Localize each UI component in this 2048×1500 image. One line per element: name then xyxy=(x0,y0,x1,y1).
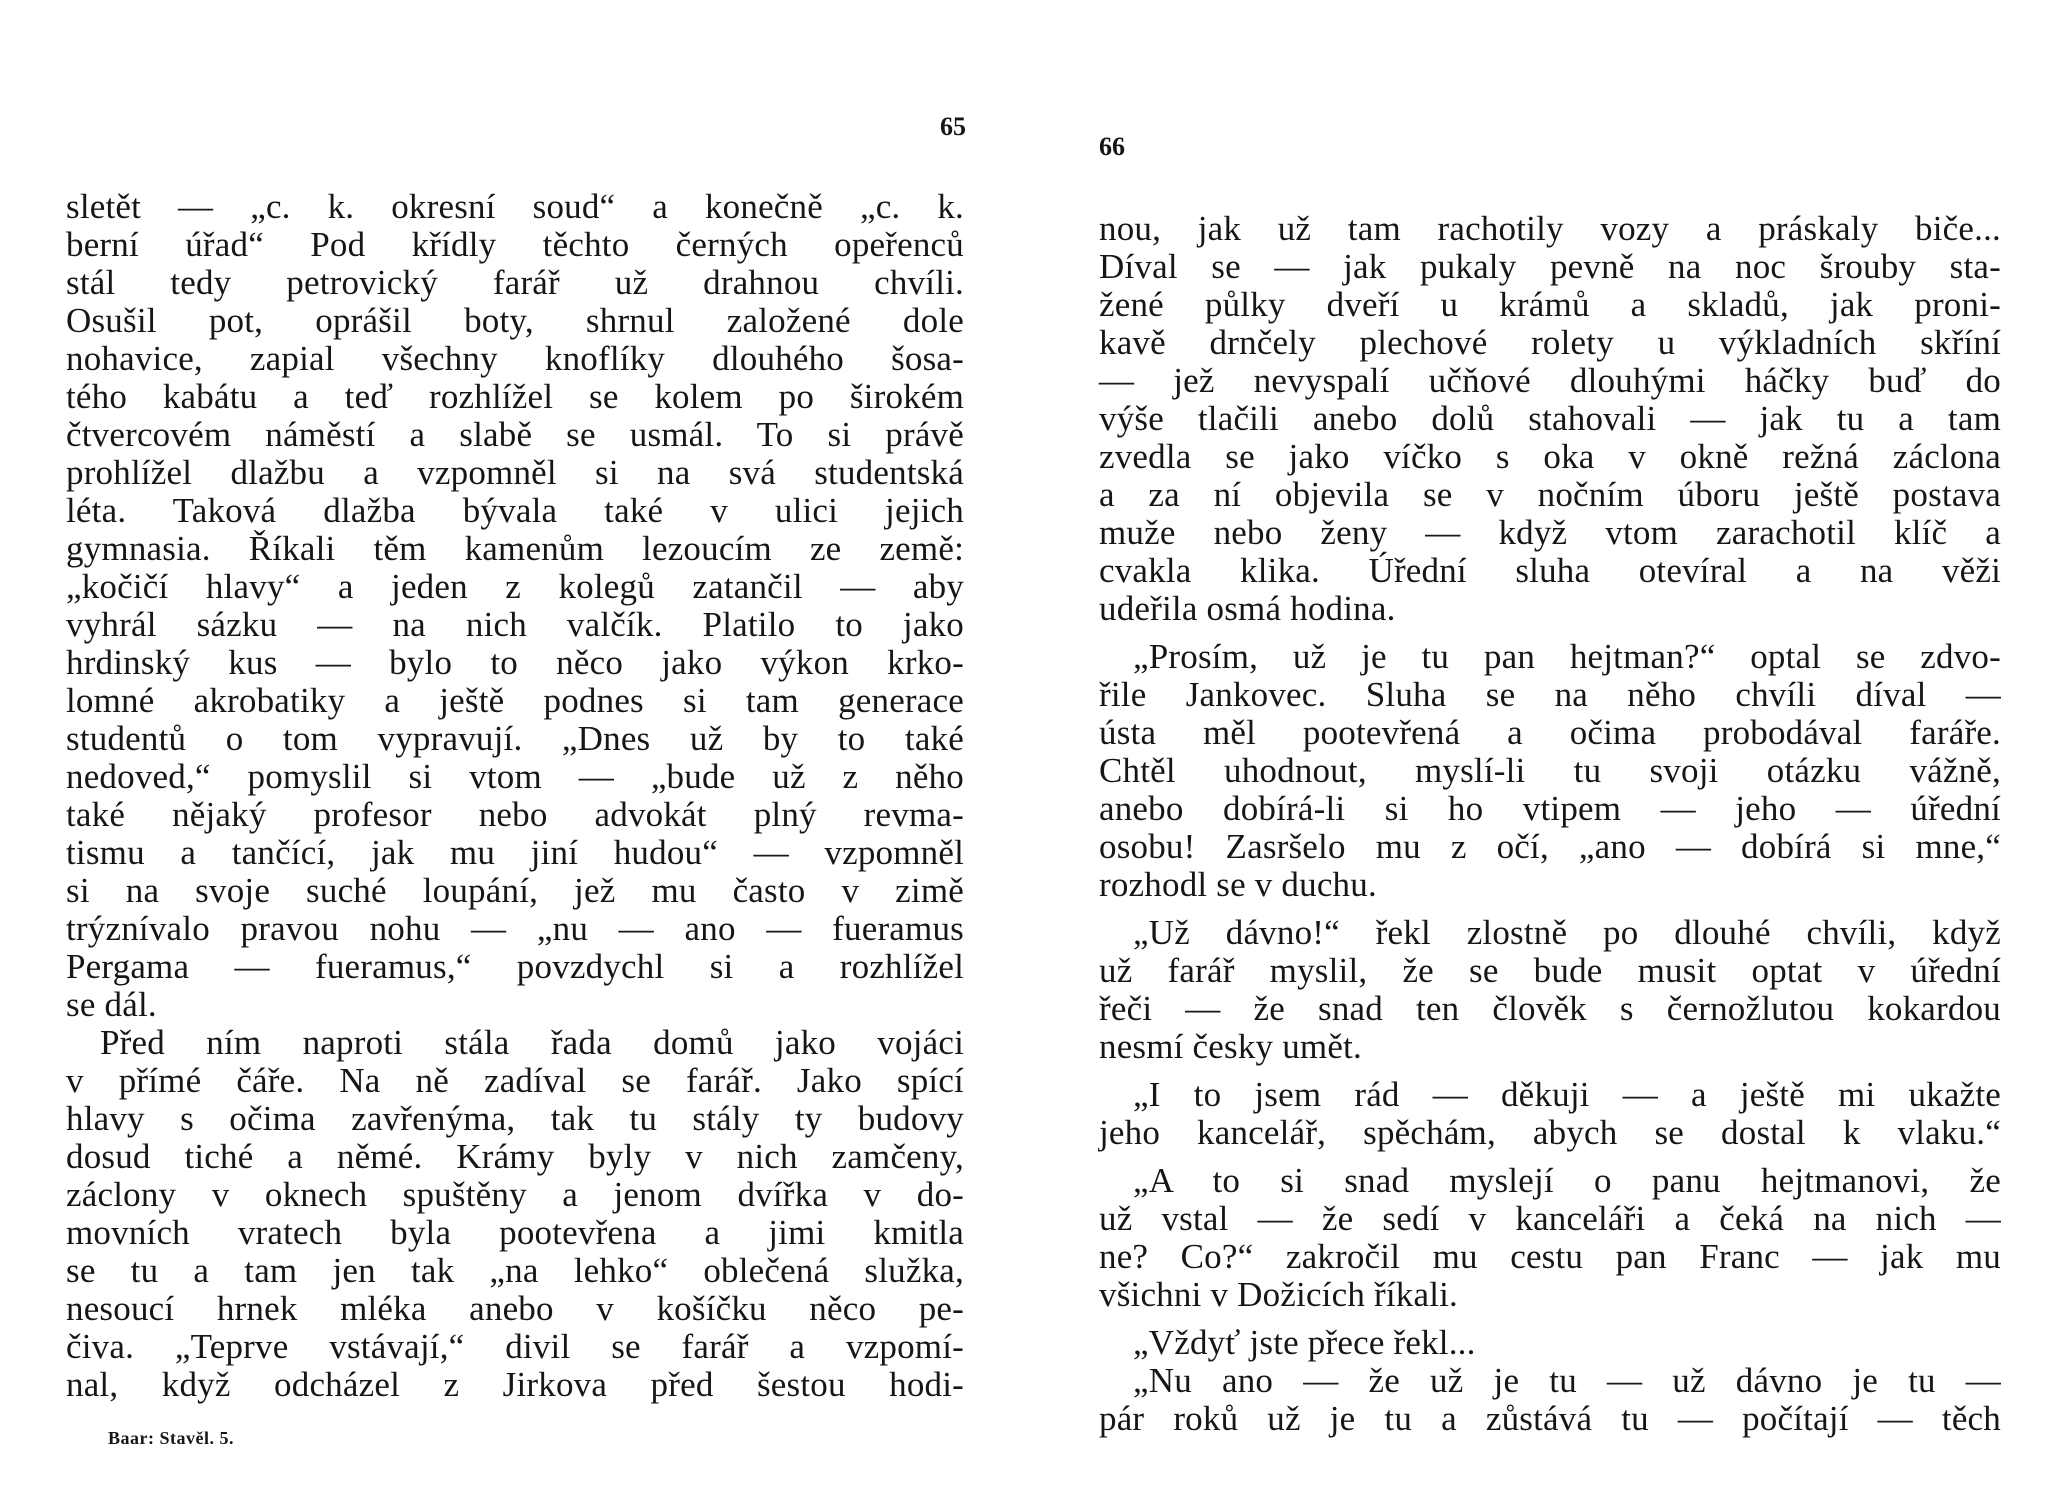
text-line: už vstal — že sedí v kanceláři a čeká na nich — xyxy=(1099,1199,2001,1238)
printer-signature: Baar: Stavěl. 5. xyxy=(108,1428,234,1448)
text-line: nal, když odcházel z Jirkova před šestou hodi- xyxy=(66,1365,964,1404)
page-number-left: 65 xyxy=(940,112,966,141)
text-line: Pergama — fueramus,“ povzdychl si a rozhlížel xyxy=(66,947,964,986)
text-line: tého kabátu a teď rozhlížel se kolem po širokém xyxy=(66,377,964,416)
text-line: v přímé čáře. Na ně zadíval se farář. Jako spící xyxy=(66,1061,964,1100)
text-line: kavě drnčely plechové rolety u výkladních skříní xyxy=(1099,323,2001,362)
text-line: osobu! Zasršelo mu z očí, „ano — dobírá si mne,“ xyxy=(1099,827,2001,866)
text-line: všichni v Dožicích říkali. xyxy=(1099,1275,1458,1314)
text-line: Chtěl uhodnout, myslí-li tu svoji otázku vážně, xyxy=(1099,751,2001,790)
text-line: stál tedy petrovický farář už drahnou chvíli. xyxy=(66,263,964,302)
text-line: gymnasia. Říkali těm kamenům lezoucím ze země: xyxy=(66,529,964,568)
text-line: hrdinský kus — bylo to něco jako výkon krko- xyxy=(66,643,964,682)
text-line: „kočičí hlavy“ a jeden z kolegů zatančil — aby xyxy=(66,567,964,606)
text-line: nesoucí hrnek mléka anebo v košíčku něco pe- xyxy=(66,1289,964,1328)
right-page-text xyxy=(1099,210,2001,1438)
text-line: udeřila osmá hodina. xyxy=(1099,589,1396,628)
text-line: sletět — „c. k. okresní soud“ a konečně „c. k. xyxy=(66,187,964,226)
text-line: „I to jsem rád — děkuji — a ještě mi ukažte xyxy=(1133,1075,2001,1114)
text-line: „Nu ano — že už je tu — už dávno je tu — xyxy=(1133,1361,2001,1400)
text-line: Díval se — jak pukaly pevně na noc šrouby sta- xyxy=(1099,247,2001,286)
text-line: — jež nevyspalí učňové dlouhými háčky buď do xyxy=(1099,361,2001,400)
text-line: řeči — že snad ten člověk s černožlutou kokardou xyxy=(1099,989,2001,1028)
text-line: ne? Co?“ zakročil mu cestu pan Franc — jak mu xyxy=(1099,1237,2001,1276)
text-line: si na svoje suché loupání, jež mu často v zimě xyxy=(66,871,964,910)
text-line: záclony v oknech spuštěny a jenom dvířka v do- xyxy=(66,1175,964,1214)
text-line: studentů o tom vypravují. „Dnes už by to také xyxy=(66,719,964,758)
text-line: cvakla klika. Úřední sluha otevíral a na věži xyxy=(1099,551,2001,590)
text-line: a za ní objevila se v nočním úboru ještě postava xyxy=(1099,475,2001,514)
text-line: „Prosím, už je tu pan hejtman?“ optal se zdvo- xyxy=(1133,637,2001,676)
text-line: už farář myslil, že se bude musit optat v úřední xyxy=(1099,951,2001,990)
text-line: výše tlačili anebo dolů stahovali — jak tu a tam xyxy=(1099,399,2001,438)
text-line: řile Jankovec. Sluha se na něho chvíli díval — xyxy=(1099,675,2001,714)
text-line: žené půlky dveří u krámů a skladů, jak proni- xyxy=(1099,285,2001,324)
text-line: vyhrál sázku — na nich valčík. Platilo to jako xyxy=(66,605,964,644)
text-line: prohlížel dlažbu a vzpomněl si na svá studentská xyxy=(66,453,964,492)
text-line: ústa měl pootevřená a očima probodával faráře. xyxy=(1099,713,2001,752)
text-line: také nějaký profesor nebo advokát plný revma- xyxy=(66,795,964,834)
text-line: berní úřad“ Pod křídly těchto černých opeřenců xyxy=(66,225,964,264)
left-page-text xyxy=(66,188,964,1404)
text-line: nedoved,“ pomyslil si vtom — „bude už z něho xyxy=(66,757,964,796)
text-line: „Vždyť jste přece řekl... xyxy=(1133,1323,1476,1362)
text-line: hlavy s očima zavřenýma, tak tu stály ty budovy xyxy=(66,1099,964,1138)
text-line: muže nebo ženy — když vtom zarachotil klíč a xyxy=(1099,513,2001,552)
text-line: zvedla se jako víčko s oka v okně režná záclona xyxy=(1099,437,2001,476)
text-line: lomné akrobatiky a ještě podnes si tam generace xyxy=(66,681,964,720)
text-line: léta. Taková dlažba bývala také v ulici jejich xyxy=(66,491,964,530)
text-line: Před ním naproti stála řada domů jako vojáci xyxy=(100,1023,964,1062)
text-line: jeho kancelář, spěchám, abych se dostal k vlaku.“ xyxy=(1099,1113,2001,1152)
text-line: se dál. xyxy=(66,985,157,1024)
text-line: „A to si snad myslejí o panu hejtmanovi, že xyxy=(1133,1161,2001,1200)
text-line: nesmí česky umět. xyxy=(1099,1027,1362,1066)
text-line: se tu a tam jen tak „na lehko“ oblečená služka, xyxy=(66,1251,964,1290)
text-line: pár roků už je tu a zůstává tu — počítají — těch xyxy=(1099,1399,2001,1438)
page-number-right: 66 xyxy=(1099,132,1125,161)
text-line: tismu a tančící, jak mu jiní hudou“ — vzpomněl xyxy=(66,833,964,872)
text-line: rozhodl se v duchu. xyxy=(1099,865,1377,904)
right-page xyxy=(1024,0,2048,1500)
text-line: nou, jak už tam rachotily vozy a práskaly biče... xyxy=(1099,209,2001,248)
text-line: trýznívalo pravou nohu — „nu — ano — fueramus xyxy=(66,909,964,948)
text-line: anebo dobírá-li si ho vtipem — jeho — úřední xyxy=(1099,789,2001,828)
text-line: Osušil pot, oprášil boty, shrnul založené dole xyxy=(66,301,964,340)
text-line: dosud tiché a němé. Krámy byly v nich zamčeny, xyxy=(66,1137,964,1176)
text-line: „Už dávno!“ řekl zlostně po dlouhé chvíli, když xyxy=(1133,913,2001,952)
text-line: čiva. „Teprve vstávají,“ divil se farář a vzpomí- xyxy=(66,1327,964,1366)
text-line: čtvercovém náměstí a slabě se usmál. To si právě xyxy=(66,415,964,454)
text-line: nohavice, zapial všechny knoflíky dlouhého šosa- xyxy=(66,339,964,378)
text-line: movních vratech byla pootevřena a jimi kmitla xyxy=(66,1213,964,1252)
